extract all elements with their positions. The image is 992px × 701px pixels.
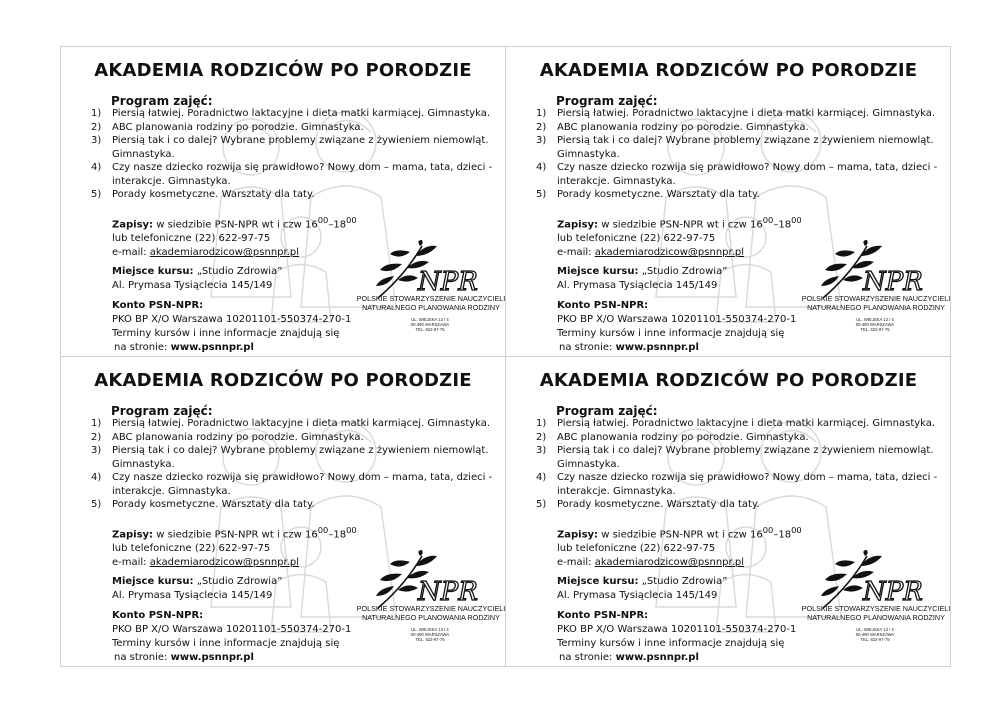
email-link[interactable]: akademiarodzicow@psnnpr.pl: [594, 247, 745, 259]
flyer-card: [61, 47, 506, 357]
list-item: 2) ABC planowania rodziny po porodzie. Gimnastyka.: [91, 121, 364, 133]
flyer-sheet: [60, 46, 951, 667]
list-item: 5) Porady kosmetyczne. Warsztaty dla taty.: [536, 499, 760, 510]
list-item: 3) Piersią tak i co dalej? Wybrane problemy związane z żywieniem niemowląt. Gimnastyka.: [91, 135, 489, 160]
email-link[interactable]: akademiarodzicow@psnnpr.pl: [149, 557, 300, 569]
list-item: 3) Piersią tak i co dalej? Wybrane problemy związane z żywieniem niemowląt. Gimnastyka.: [91, 445, 489, 470]
program-list: [91, 417, 496, 512]
leaf-branch-icon: [815, 240, 923, 300]
miejsce-block: Miejsce kursu: „Studio Zdrowia” Al. Prymasa Tysiąclecia 145/149: [112, 266, 283, 291]
program-list: [536, 417, 941, 512]
list-item: 4) Czy nasze dziecko rozwija się prawidłowo? Nowy dom – mama, tata, dzieci - interakcje. Gimnastyka.: [536, 162, 938, 187]
list-item: 1) Piersią łatwiej. Poradnictwo laktacyjne i dieta matki karmiącej. Gimnastyka.: [91, 418, 491, 429]
phone-line: lub telefoniczne (22) 622-97-75: [557, 543, 716, 555]
list-item: 1) Piersią łatwiej. Poradnictwo laktacyjne i dieta matki karmiącej. Gimnastyka.: [536, 418, 936, 429]
program-heading: Program zajęć:: [111, 404, 213, 418]
flyer-title: AKADEMIA RODZICÓW PO PORODZIE: [94, 60, 472, 81]
phone-line: lub telefoniczne (22) 622-97-75: [557, 233, 716, 245]
konto-block: Konto PSN-NPR: PKO BP X/O Warszawa 10201101-550374-270-1 Terminy kursów i inne informacje znajdują się na stronie: www.psnnpr.pl: [557, 300, 797, 353]
npr-logo: NPR POLSKIE STOWARZYSZENIE NAUCZYCIELI NATURALNEGO PLANOWANIA RODZINY UL. WIEJSKA 13 / 4 00-490 WARSZAWA TEL. 622-97-75: [343, 240, 493, 330]
phone-line: lub telefoniczne (22) 622-97-75: [112, 543, 271, 555]
list-item: 4) Czy nasze dziecko rozwija się prawidłowo? Nowy dom – mama, tata, dzieci - interakcje. Gimnastyka.: [91, 472, 493, 497]
email-link[interactable]: akademiarodzicow@psnnpr.pl: [149, 247, 300, 259]
phone-line: lub telefoniczne (22) 622-97-75: [112, 233, 271, 245]
zapisy-block: Zapisy: w siedzibie PSN-NPR wt i czw $16^{00}-18^{00}$ lub telefoniczne (22) 622-97-75 e-mail: akademiarodzicow@psnnpr.pl: [557, 215, 802, 259]
list-item: 2) ABC planowania rodziny po porodzie. Gimnastyka.: [536, 121, 809, 133]
flyer-title: AKADEMIA RODZICÓW PO PORODZIE: [94, 370, 472, 391]
miejsce-block: Miejsce kursu: „Studio Zdrowia” Al. Prymasa Tysiąclecia 145/149: [557, 266, 728, 291]
flyer-title: AKADEMIA RODZICÓW PO PORODZIE: [539, 370, 918, 391]
list-item: 1) Piersią łatwiej. Poradnictwo laktacyjne i dieta matki karmiącej. Gimnastyka.: [91, 108, 491, 119]
npr-logo: NPR POLSKIE STOWARZYSZENIE NAUCZYCIELI NATURALNEGO PLANOWANIA RODZINY UL. WIEJSKA 13 / 4 00-490 WARSZAWA TEL. 622-97-75: [788, 240, 938, 330]
website-link[interactable]: www.psnnpr.pl: [615, 342, 699, 353]
list-item: 3) Piersią tak i co dalej? Wybrane problemy związane z żywieniem niemowląt. Gimnastyka.: [536, 135, 934, 160]
konto-block: Konto PSN-NPR: PKO BP X/O Warszawa 10201101-550374-270-1 Terminy kursów i inne informacje znajdują się na stronie: www.psnnpr.pl: [112, 300, 352, 353]
program-list: [91, 107, 496, 202]
program-list: [536, 107, 941, 202]
flyer-title: AKADEMIA RODZICÓW PO PORODZIE: [539, 60, 918, 81]
svg-text:NPR: NPR: [863, 577, 923, 607]
flyer-card: [506, 47, 951, 357]
svg-text:NPR: NPR: [418, 267, 478, 297]
leaf-branch-icon: [370, 550, 478, 610]
program-heading: Program zajęć:: [556, 94, 658, 108]
list-item: 2) ABC planowania rodziny po porodzie. Gimnastyka.: [91, 431, 364, 443]
zapisy-block: Zapisy: w siedzibie PSN-NPR wt i czw $16^{00}-18^{00}$ lub telefoniczne (22) 622-97-75 e-mail: akademiarodzicow@psnnpr.pl: [112, 215, 357, 259]
program-heading: Program zajęć:: [556, 404, 658, 418]
svg-text:NPR: NPR: [418, 577, 478, 607]
website-link[interactable]: www.psnnpr.pl: [170, 342, 254, 353]
program-heading: Program zajęć:: [111, 94, 213, 108]
svg-text:NPR: NPR: [863, 267, 923, 297]
email-link[interactable]: akademiarodzicow@psnnpr.pl: [594, 557, 745, 569]
website-link[interactable]: www.psnnpr.pl: [615, 652, 699, 663]
list-item: 1) Piersią łatwiej. Poradnictwo laktacyjne i dieta matki karmiącej. Gimnastyka.: [536, 108, 936, 119]
list-item: 4) Czy nasze dziecko rozwija się prawidłowo? Nowy dom – mama, tata, dzieci - interakcje. Gimnastyka.: [536, 472, 938, 497]
zapisy-block: Zapisy: w siedzibie PSN-NPR wt i czw $16^{00}-18^{00}$ lub telefoniczne (22) 622-97-75 e-mail: akademiarodzicow@psnnpr.pl: [557, 525, 802, 569]
npr-logo: NPR POLSKIE STOWARZYSZENIE NAUCZYCIELI NATURALNEGO PLANOWANIA RODZINY UL. WIEJSKA 13 / 4 00-490 WARSZAWA TEL. 622-97-75: [343, 550, 493, 640]
miejsce-block: Miejsce kursu: „Studio Zdrowia” Al. Prymasa Tysiąclecia 145/149: [557, 576, 728, 601]
list-item: 3) Piersią tak i co dalej? Wybrane problemy związane z żywieniem niemowląt. Gimnastyka.: [536, 445, 934, 470]
list-item: 2) ABC planowania rodziny po porodzie. Gimnastyka.: [536, 431, 809, 443]
konto-block: Konto PSN-NPR: PKO BP X/O Warszawa 10201101-550374-270-1 Terminy kursów i inne informacje znajdują się na stronie: www.psnnpr.pl: [112, 610, 352, 663]
list-item: 5) Porady kosmetyczne. Warsztaty dla taty.: [91, 189, 315, 200]
list-item: 5) Porady kosmetyczne. Warsztaty dla taty.: [536, 189, 760, 200]
flyer-card: [61, 357, 506, 667]
konto-block: Konto PSN-NPR: PKO BP X/O Warszawa 10201101-550374-270-1 Terminy kursów i inne informacje znajdują się na stronie: www.psnnpr.pl: [557, 610, 797, 663]
leaf-branch-icon: [815, 550, 923, 610]
leaf-branch-icon: [370, 240, 478, 300]
miejsce-block: Miejsce kursu: „Studio Zdrowia” Al. Prymasa Tysiąclecia 145/149: [112, 576, 283, 601]
list-item: 5) Porady kosmetyczne. Warsztaty dla taty.: [91, 499, 315, 510]
list-item: 4) Czy nasze dziecko rozwija się prawidłowo? Nowy dom – mama, tata, dzieci - interakcje. Gimnastyka.: [91, 162, 493, 187]
zapisy-block: Zapisy: w siedzibie PSN-NPR wt i czw $16^{00}-18^{00}$ lub telefoniczne (22) 622-97-75 e-mail: akademiarodzicow@psnnpr.pl: [112, 525, 357, 569]
npr-logo: NPR POLSKIE STOWARZYSZENIE NAUCZYCIELI NATURALNEGO PLANOWANIA RODZINY UL. WIEJSKA 13 / 4 00-490 WARSZAWA TEL. 622-97-75: [788, 550, 938, 640]
website-link[interactable]: www.psnnpr.pl: [170, 652, 254, 663]
flyer-card: [506, 357, 951, 667]
